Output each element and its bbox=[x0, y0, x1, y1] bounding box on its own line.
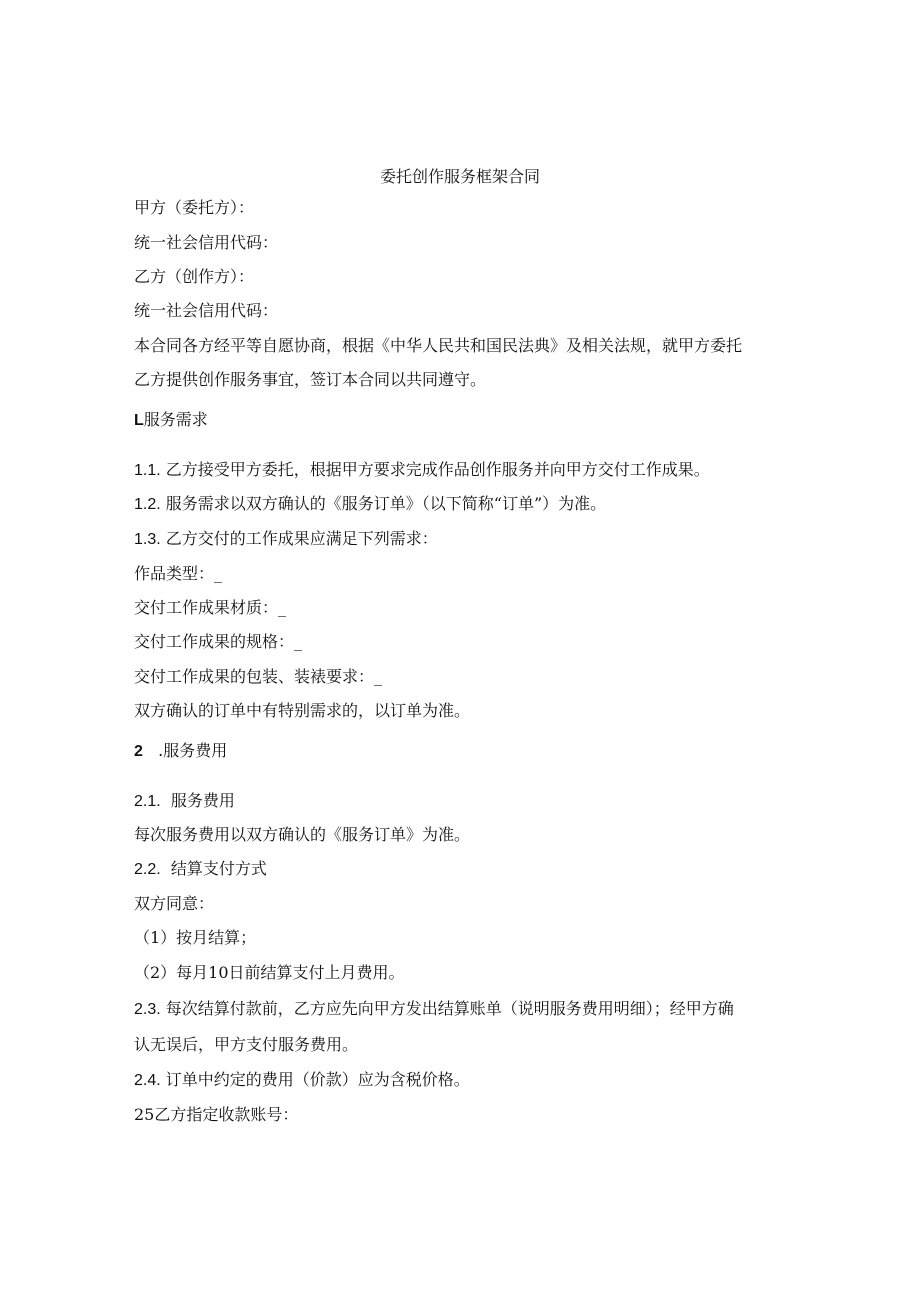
preamble-line-1: 本合同各方经平等自愿协商，根据《中华人民共和国民法典》及相关法规，就甲方委托 bbox=[134, 336, 743, 355]
clause-text: 每次结算付款前，乙方应先向甲方发出结算账单（说明服务费用明细）；经甲方确 bbox=[165, 999, 734, 1018]
clause-2-1-text: 每次服务费用以双方确认的《服务订单》为准。 bbox=[134, 825, 471, 844]
clause-2-2-agree: 双方同意： bbox=[134, 894, 215, 913]
clause-text: 服务需求以双方确认的《服务订单》（以下简称“订单”）为准。 bbox=[165, 494, 607, 513]
clause-1-2 bbox=[134, 494, 606, 515]
clause-text: 结算支付方式 bbox=[170, 859, 267, 878]
clause-number: 2.1. bbox=[134, 793, 161, 810]
clause-number: 2.2. bbox=[134, 861, 161, 878]
clause-text: 订单中约定的费用（价款）应为含税价格。 bbox=[165, 1070, 470, 1089]
requirement-material: 交付工作成果材质：_ bbox=[134, 598, 287, 617]
clause-text: 乙方交付的工作成果应满足下列需求： bbox=[165, 529, 438, 548]
preamble-line-2: 乙方提供创作服务事宜，签订本合同以共同遵守。 bbox=[134, 370, 487, 389]
clause-number: 2.3. bbox=[134, 1001, 161, 1018]
clause-2-2-item-1: （1）按月结算； bbox=[134, 928, 257, 947]
party-a-line: 甲方（委托方）： bbox=[134, 198, 255, 217]
clause-1-3 bbox=[134, 529, 438, 550]
clause-number: 1.2. bbox=[134, 496, 161, 513]
section-1-number: L bbox=[134, 412, 144, 429]
party-b-line: 乙方（创作方）： bbox=[134, 267, 255, 286]
party-b-credit-line: 统一社会信用代码： bbox=[134, 301, 279, 320]
clause-number: 1.1. bbox=[134, 462, 161, 479]
clause-2-3-continued: 认无误后，甲方支付服务费用。 bbox=[134, 1035, 359, 1054]
requirement-type: 作品类型：_ bbox=[134, 564, 223, 583]
clause-2-5: 25乙方指定收款账号： bbox=[134, 1105, 299, 1124]
contract-title: 委托创作服务框架合同 bbox=[379, 167, 540, 186]
clause-text: 服务费用 bbox=[170, 791, 235, 810]
clause-text: 乙方接受甲方委托，根据甲方要求完成作品创作服务并向甲方交付工作成果。 bbox=[165, 460, 710, 479]
section-2-title: .服务费用 bbox=[158, 741, 228, 760]
clause-2-4 bbox=[134, 1070, 470, 1091]
clause-number: 1.3. bbox=[134, 531, 161, 548]
clause-2-1 bbox=[134, 791, 235, 812]
clause-number: 2.4. bbox=[134, 1072, 161, 1089]
clause-1-1 bbox=[134, 460, 710, 481]
requirement-note: 双方确认的订单中有特别需求的，以订单为准。 bbox=[134, 701, 471, 720]
requirement-packaging: 交付工作成果的包装、装裱要求：_ bbox=[134, 667, 383, 686]
section-1-title: 服务需求 bbox=[143, 410, 208, 429]
clause-2-2-item-2: （2）每月10日前结算支付上月费用。 bbox=[134, 963, 405, 982]
section-1-heading bbox=[134, 410, 208, 431]
section-2-number: 2 bbox=[134, 743, 143, 760]
party-a-credit-line: 统一社会信用代码： bbox=[134, 233, 279, 252]
requirement-spec: 交付工作成果的规格：_ bbox=[134, 632, 303, 651]
clause-2-3 bbox=[134, 999, 734, 1020]
section-2-heading bbox=[134, 741, 227, 762]
clause-2-2 bbox=[134, 859, 267, 880]
